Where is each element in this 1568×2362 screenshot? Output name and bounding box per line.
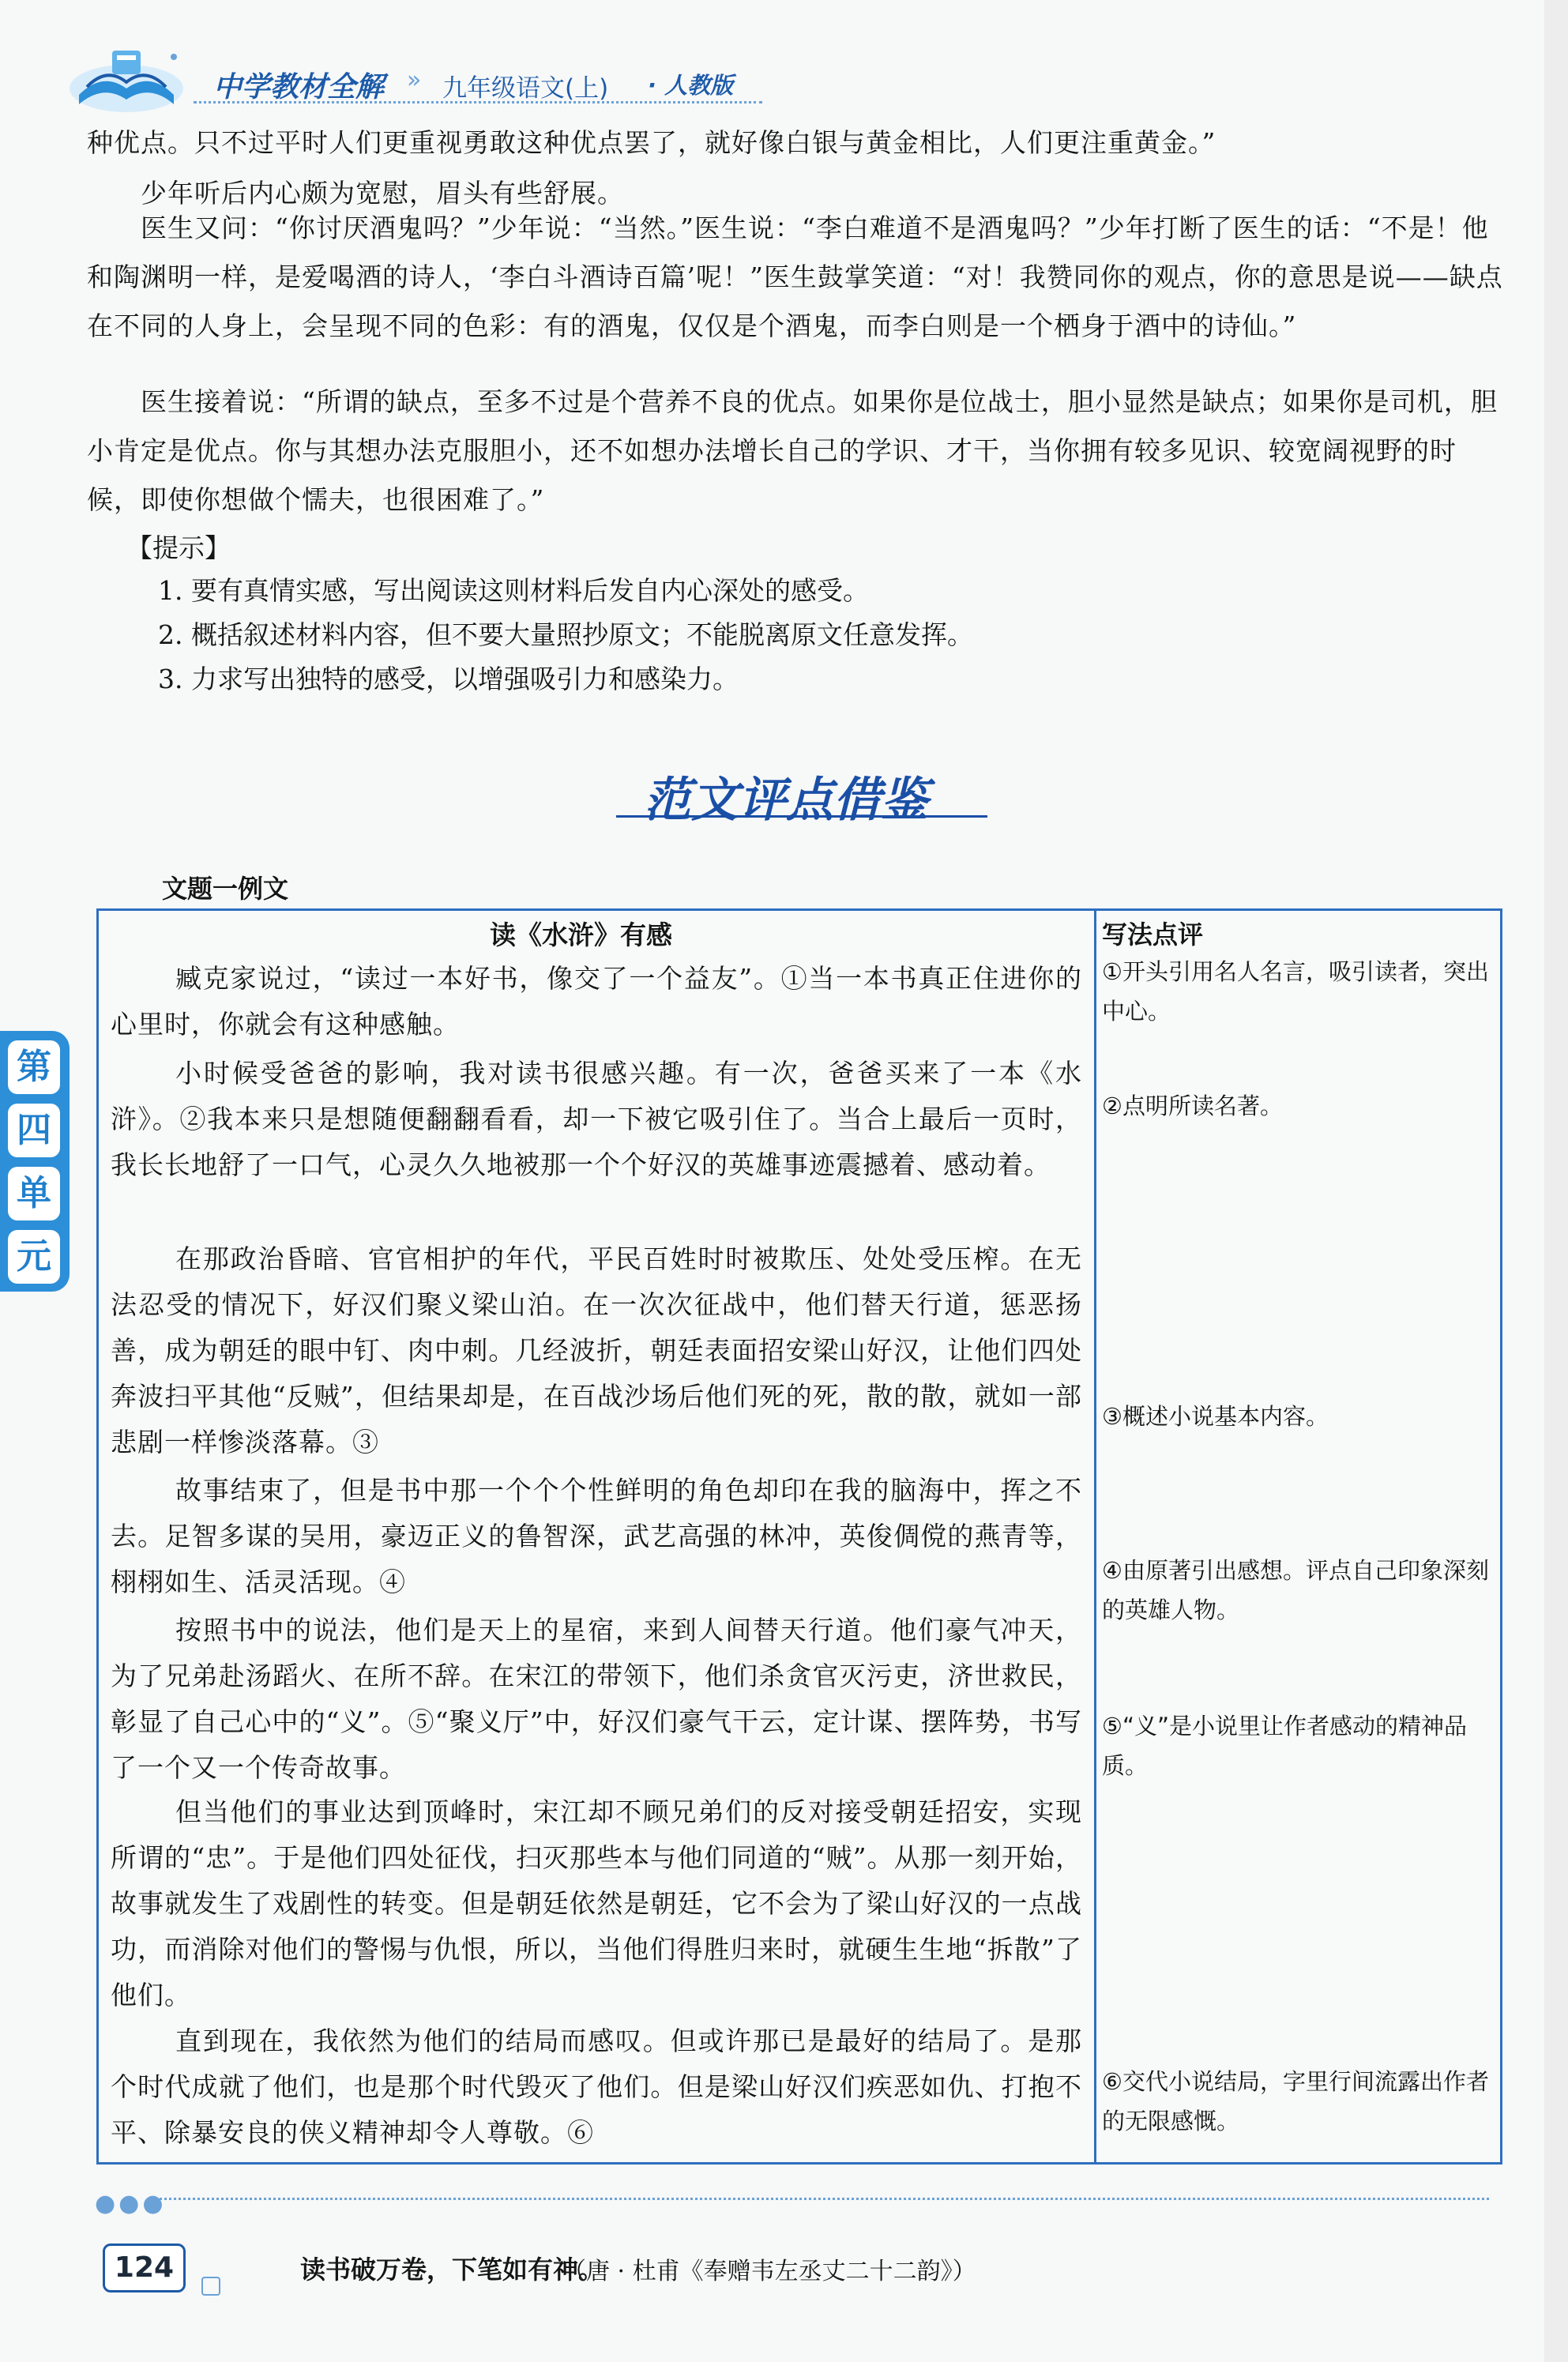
essay-paragraph: 但当他们的事业达到顶峰时，宋江却不顾兄弟们的反对接受朝廷招安，实现所谓的“忠”。于是他们四处征伐，扫灭那些本与他们同道的“贼”。从那一刻开始，故事就发生了戏剧性的转变。但是朝廷依然是朝廷，它不会为了梁山好汉的一点战功，而消除对他们的警惕与仇恨，所以，当他们得胜归来时，就硬生生地“拆散”了他们。 <box>111 1796 1082 2010</box>
comment-item: ②点明所读名著。 <box>1102 1093 1283 1119</box>
comment-item: ①开头引用名人名言，吸引读者，突出中心。 <box>1102 958 1489 1025</box>
tip-item: 1. 要有真情实感，写出阅读这则材料后发自内心深处的感受。 <box>158 575 869 606</box>
square-icon <box>201 2277 220 2296</box>
footer-dots-icon: ●●● <box>95 2190 167 2217</box>
unit-tab-char: 单 <box>8 1167 60 1220</box>
intro-paragraph: 医生又问：“你讨厌酒鬼吗？”少年说：“当然。”医生说：“李白难道不是酒鬼吗？”少年打断了医生的话：“不是！他和陶渊明一样，是爱喝酒的诗人，‘李白斗酒诗百篇’呢！”医生鼓掌笑道：“对！我赞同你的观点，你的意思是说——缺点在不同的人身上，会呈现不同的色彩：有的酒鬼，仅仅是个酒鬼，而李白则是一个栖身于酒中的诗仙。” <box>87 213 1503 341</box>
essay-paragraph: 故事结束了，但是书中那一个个个性鲜明的角色却印在我的脑海中，挥之不去。足智多谋的吴用，豪迈正义的鲁智深，武艺高强的林冲，英俊倜傥的燕青等，栩栩如生、活灵活现。④ <box>111 1475 1082 1597</box>
comments-heading: 写法点评 <box>1102 920 1204 950</box>
essay-paragraph: 小时候受爸爸的影响，我对读书很感兴趣。有一次，爸爸买来了一本《水浒》。②我本来只是想随便翻翻看看，却一下被它吸引住了。当合上最后一页时，我长长地舒了一口气，心灵久久地被那一个个好汉的英雄事迹震撼着、感动着。 <box>111 1058 1082 1180</box>
intro-paragraph: 医生接着说：“所谓的缺点，至多不过是个营养不良的优点。如果你是位战士，胆小显然是缺点；如果你是司机，胆小肯定是优点。你与其想办法克服胆小，还不如想办法增长自己的学识、才干，当你拥有较多见识、较宽阔视野的时候，即使你想做个懦夫，也很困难了。” <box>87 386 1498 515</box>
essay-paragraph: 按照书中的说法，他们是天上的星宿，来到人间替天行道。他们豪气冲天，为了兄弟赴汤蹈火、在所不辞。在宋江的带领下，他们杀贪官灭污吏，济世救民，彰显了自己心中的“义”。⑤“聚义厅”中，好汉们豪气干云，定计谋、摆阵势，书写了一个又一个传奇故事。 <box>111 1615 1082 1783</box>
comment-item: ⑥交代小说结局，字里行间流露出作者的无限感慨。 <box>1102 2068 1489 2134</box>
comment-item: ④由原著引出感想。评点自己印象深刻的英雄人物。 <box>1102 1557 1489 1623</box>
essay-paragraph: 在那政治昏暗、官官相护的年代，平民百姓时时被欺压、处处受压榨。在无法忍受的情况下，好汉们聚义梁山泊。在一次次征战中，他们替天行道，惩恶扬善，成为朝廷的眼中钉、肉中刺。几经波折，朝廷表面招安梁山好汉，让他们四处奔波扫平其他“反贼”，但结果却是，在百战沙场后他们死的死，散的散，就如一部悲剧一样惨淡落幕。③ <box>111 1243 1082 1457</box>
intro-paragraph: 少年听后内心颇为宽慰，眉头有些舒展。 <box>141 178 624 209</box>
page-number: 124 <box>103 2244 186 2292</box>
footer-quote-source: （唐 · 杜甫《奉赠韦左丞丈二十二韵》） <box>562 2258 976 2285</box>
essay-paragraph: 直到现在，我依然为他们的结局而感叹。但或许那已是最好的结局了。是那个时代成就了他们，也是那个时代毁灭了他们。但是梁山好汉们疾恶如仇、打抱不平、除暴安良的侠义精神却令人尊敬。⑥ <box>111 2025 1082 2148</box>
footer-quote: 读书破万卷，下笔如有神。 <box>300 2255 604 2285</box>
unit-tab-char: 四 <box>8 1104 60 1157</box>
chevron-separator-icon: » <box>407 66 422 94</box>
comment-item: ⑤“义”是小说里让作者感动的精神品质。 <box>1102 1713 1468 1779</box>
intro-paragraph: 种优点。只不过平时人们更重视勇敢这种优点罢了，就好像白银与黄金相比，人们更注重黄金。” <box>87 127 1216 158</box>
example-label: 文题一例文 <box>162 874 289 904</box>
header-divider <box>194 101 762 103</box>
page-header <box>0 0 1568 118</box>
section-title: 范文评点借鉴 <box>644 773 928 828</box>
open-book-logo-icon <box>63 39 190 118</box>
page-spine-shadow <box>1544 0 1568 2362</box>
comment-item: ③概述小说基本内容。 <box>1102 1403 1329 1430</box>
subject-label: 九年级语文(上) <box>442 74 609 103</box>
tip-item: 3. 力求写出独特的感受，以增强吸引力和感染力。 <box>158 664 739 694</box>
section-title-underline <box>616 815 987 818</box>
unit-tab-char: 第 <box>8 1040 60 1094</box>
table-column-divider <box>1094 908 1096 2165</box>
essay-title: 读《水浒》有感 <box>490 920 672 950</box>
footer-divider <box>154 2198 1489 2200</box>
tip-item: 2. 概括叙述材料内容，但不要大量照抄原文；不能脱离原文任意发挥。 <box>158 619 973 650</box>
tips-heading: 【提示】 <box>126 532 231 563</box>
essay-paragraph: 臧克家说过，“读过一本好书，像交了一个益友”。①当一本书真正住进你的心里时，你就会有这种感触。 <box>111 963 1082 1040</box>
brand-title: 中学教材全解 <box>213 71 385 103</box>
unit-side-tab <box>0 1031 70 1292</box>
unit-tab-char: 元 <box>8 1230 60 1284</box>
edition-label: · 人教版 <box>648 72 734 99</box>
